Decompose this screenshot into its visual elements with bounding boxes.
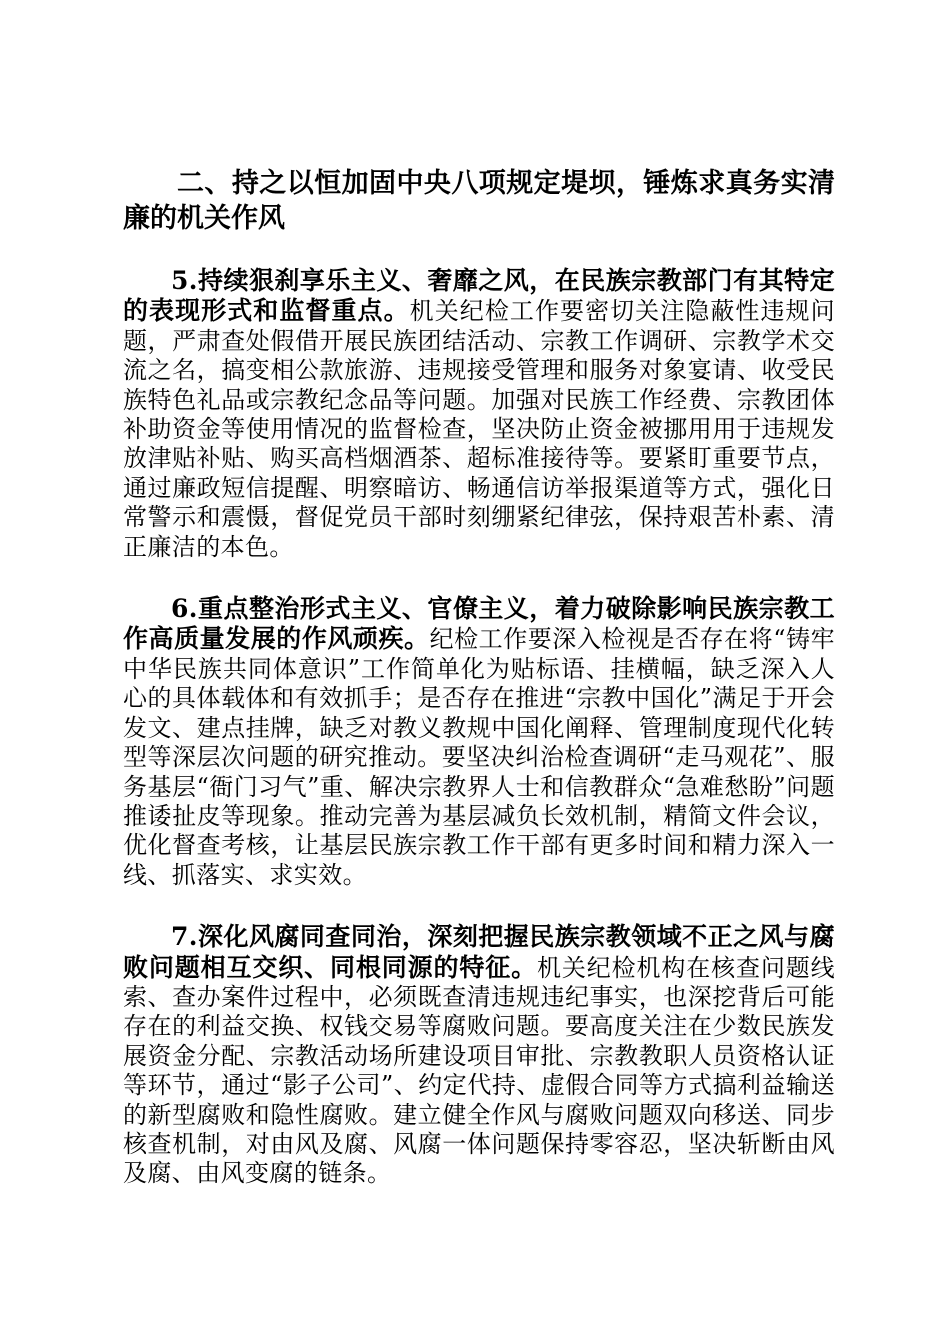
paragraph-item-5 bbox=[123, 266, 835, 562]
paragraph-body: 机关纪检工作要密切关注隐蔽性违规问题，严肃查处假借开展民族团结活动、宗教工作调研、宗教学术交流之名，搞变相公款旅游、违规接受管理和服务对象宴请、收受民族特色礼品或宗教纪念品等问题。加强对民族工作经费、宗教团体补助资金等使用情况的监督检查，坚决防止资金被挪用用于违规发放津贴补贴、购买高档烟酒茶、超标准接待等。要紧盯重要节点，通过廉政短信提醒、明察暗访、畅通信访举报渠道等方式，强化日常警示和震慑，督促党员干部时刻绷紧纪律弦，保持艰苦朴素、清正廉洁的本色。 bbox=[123, 297, 835, 561]
paragraph-body: 纪检工作要深入检视是否存在将“铸牢中华民族共同体意识”工作简单化为贴标语、挂横幅，缺乏深入人心的具体载体和有效抓手；是否存在推进“宗教中国化”满足于开会发文、建点挂牌，缺乏对教义教规中国化阐释、管理制度现代化转型等深层次问题的研究推动。要坚决纠治检查调研“走马观花”、服务基层“衙门习气”重、解决宗教界人士和信教群众“急难愁盼”问题推诿扯皮等现象。推动完善为基层减负长效机制，精简文件会议，优化督查考核，让基层民族宗教工作干部有更多时间和精力深入一线、抓落实、求实效。 bbox=[123, 625, 835, 889]
paragraph-lead: 7.深化风腐同查同治，深刻把握民族宗教领域不正之风与腐败问题相互交织、同根同源的特征。 bbox=[123, 922, 835, 982]
section-heading: 二、持之以恒加固中央八项规定堤坝，锤炼求真务实清廉的机关作风 bbox=[123, 168, 835, 234]
paragraph-body: 机关纪检机构在核查问题线索、查办案件过程中，必须既查清违规违纪事实，也深挖背后可能存在的利益交换、权钱交易等腐败问题。要高度关注在少数民族发展资金分配、宗教活动场所建设项目审批、宗教教职人员资格认证等环节，通过“影子公司”、约定代持、虚假合同等方式搞利益输送的新型腐败和隐性腐败。建立健全作风与腐败问题双向移送、同步核查机制，对由风及腐、风腐一体问题保持零容忍，坚决斩断由风及腐、由风变腐的链条。 bbox=[123, 953, 835, 1188]
document-page bbox=[123, 166, 835, 1189]
paragraph-lead: 6.重点整治形式主义、官僚主义，着力破除影响民族宗教工作高质量发展的作风顽疾。 bbox=[123, 594, 835, 654]
paragraph-item-6 bbox=[123, 594, 835, 890]
paragraph-lead: 5.持续狠刹享乐主义、奢靡之风，在民族宗教部门有其特定的表现形式和监督重点。 bbox=[123, 266, 835, 326]
paragraph-item-7 bbox=[123, 922, 835, 1189]
